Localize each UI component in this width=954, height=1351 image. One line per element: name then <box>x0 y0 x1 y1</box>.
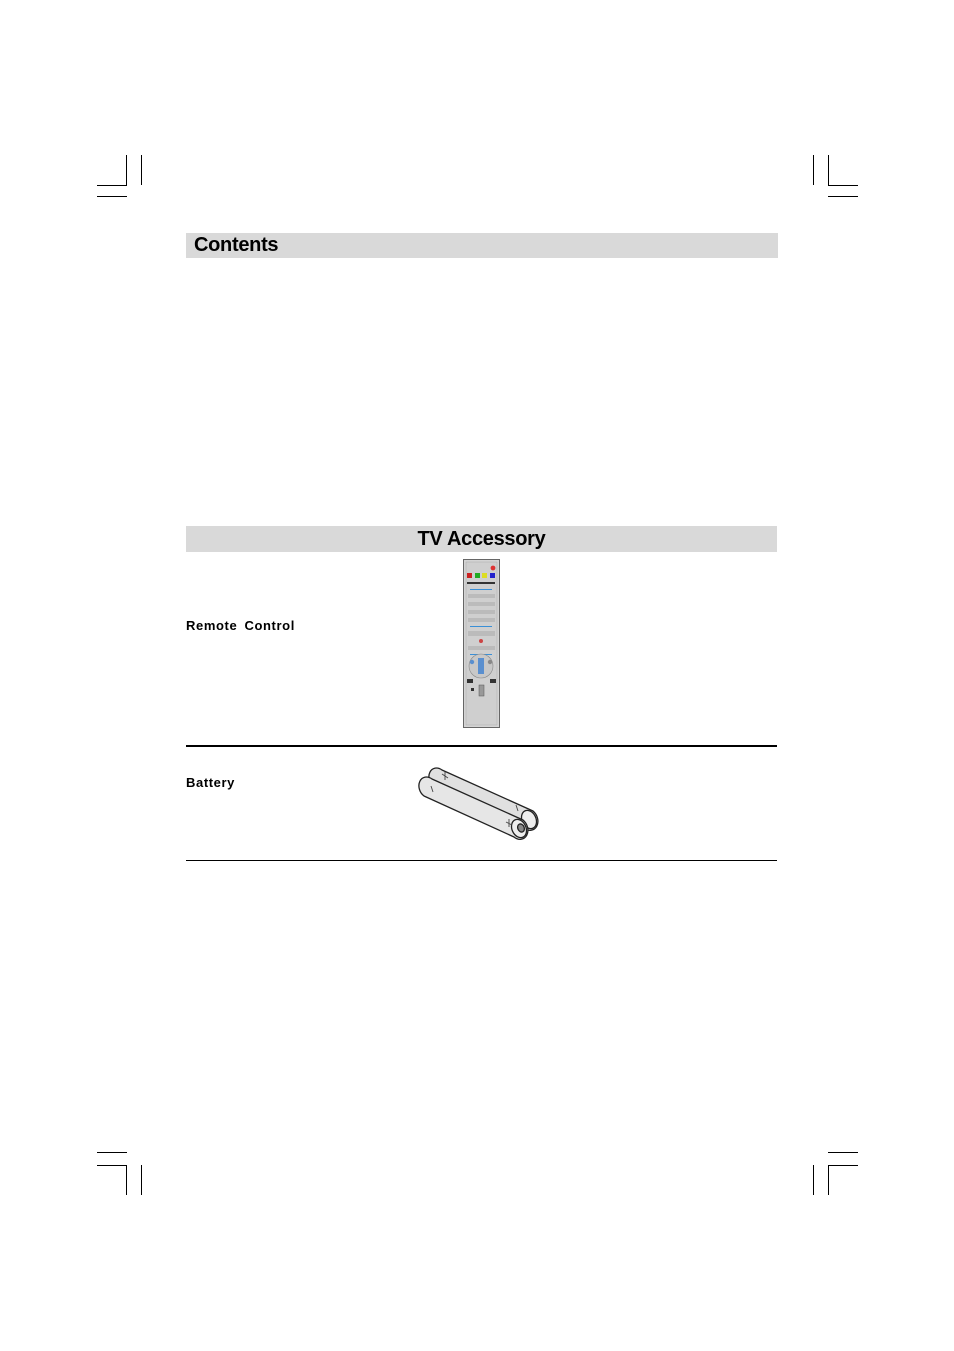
section-divider <box>186 745 777 747</box>
crop-mark <box>126 1165 127 1195</box>
crop-mark <box>97 1152 127 1153</box>
crop-mark <box>141 1165 142 1195</box>
crop-mark <box>97 1165 127 1166</box>
crop-mark <box>97 196 127 197</box>
crop-mark <box>828 185 858 186</box>
crop-mark <box>813 1165 814 1195</box>
remote-control-label: Remote Control <box>186 618 295 633</box>
crop-mark <box>141 155 142 185</box>
battery-label: Battery <box>186 775 235 790</box>
crop-mark <box>828 155 829 185</box>
crop-mark <box>828 1152 858 1153</box>
crop-mark <box>126 155 127 185</box>
crop-mark <box>813 155 814 185</box>
contents-title: Contents <box>194 234 279 256</box>
contents-header <box>186 233 778 258</box>
remote-control-icon <box>462 558 502 730</box>
crop-mark <box>828 1165 858 1166</box>
accessory-header <box>186 526 777 552</box>
crop-mark <box>828 1165 829 1195</box>
crop-mark <box>828 196 858 197</box>
section-divider <box>186 860 777 861</box>
battery-icon <box>418 762 544 842</box>
crop-mark <box>97 185 127 186</box>
accessory-title: TV Accessory <box>417 527 546 550</box>
